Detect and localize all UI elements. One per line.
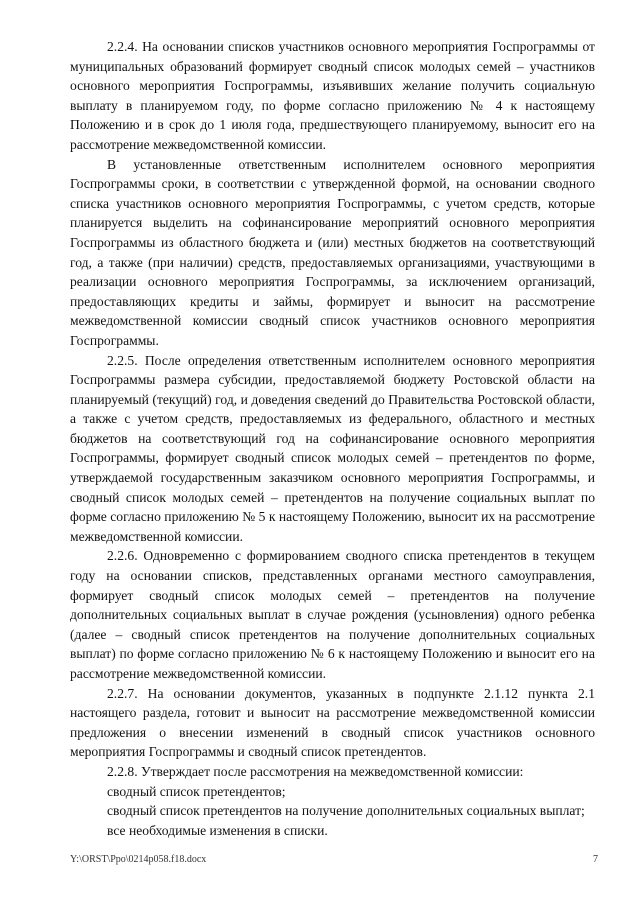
paragraph-2-2-8: 2.2.8. Утверждает после рассмотрения на межведомственной комиссии: bbox=[107, 763, 524, 779]
paragraph-2-2-5: 2.2.5. После определения ответственным исполнителем основного мероприятия Госпрограммы размера субсидии, предоставляемой бюджету Ростовской области на планируемый (текущий) год, и доведения сведений до Правительства Ростовской области, а также с учетом средств, предоставляемых из федерального, областного и местных бюджетов на соответствующий год на софинансирование основного мероприятия Госпрограммы, формирует сводный список молодых семей – претендентов по форме, утверждаемой государственным заказчиком основного мероприятия Госпрограммы, и сводный список молодых семей – претендентов на получение социальных выплат по форме согласно приложению № 5 к настоящему Положению, выносит их на рассмотрение межведомственной комиссии. bbox=[70, 352, 595, 544]
page-number: 7 bbox=[593, 854, 598, 865]
paragraph-2-2-6: 2.2.6. Одновременно с формированием сводного списка претендентов в текущем году на основании списков, представленных органами местного самоуправления, формирует сводный список молодых семей – претендентов на получение дополнительных социальных выплат в случае рождения (усыновления) одного ребенка (далее – сводный список претендентов на получение дополнительных социальных выплат) по форме согласно приложению № 6 к настоящему Положению и выносит его на рассмотрение межведомственной комиссии. bbox=[70, 548, 595, 681]
paragraph-2-2-4: 2.2.4. На основании списков участников основного мероприятия Госпрограммы от муниципальных образований формирует сводный список молодых семей – участников основного мероприятия Госпрограммы, изъявивших желание получить социальную выплату в планируемом году, по форме согласно приложению № 4 к настоящему Положению и в срок до 1 июля года, предшествующего планируемому, выносит его на рассмотрение межведомственной комиссии. bbox=[70, 39, 595, 152]
paragraph-2-2-7: 2.2.7. На основании документов, указанных в подпункте 2.1.12 пункта 2.1 настоящего раздела, готовит и выносит на рассмотрение межведомственной комиссии предложения о внесении изменений в сводный список участников основного мероприятия Госпрограммы и сводный список претендентов. bbox=[70, 685, 595, 760]
paragraph-deadline-list: В установленные ответственным исполнителем основного мероприятия Госпрограммы сроки, в соответствии с утвержденной формой, на основании сводного списка участников основного мероприятия Госпрограммы, с учетом средств, которые планируется выделить на софинансирование мероприятий основного мероприятия Госпрограммы из областного бюджета и (или) местных бюджетов на соответствующий год, а также (при наличии) средств, предоставляемых организациями, участвующими в реализации основного мероприятия Госпрограммы, за исключением организаций, предоставляющих кредиты и займы, формирует и выносит на рассмотрение межведомственной комиссии сводный список участников основного мероприятия Госпрограммы. bbox=[70, 156, 595, 348]
list-item-applicants: сводный список претендентов; bbox=[107, 783, 286, 799]
list-item-changes: все необходимые изменения в списки. bbox=[107, 822, 328, 838]
document-body bbox=[70, 37, 595, 840]
footer-file-path: Y:\ORST\Ppo\0214p058.f18.docx bbox=[70, 854, 207, 865]
list-item-additional-payments: сводный список претендентов на получение дополнительных социальных выплат; bbox=[107, 803, 585, 819]
